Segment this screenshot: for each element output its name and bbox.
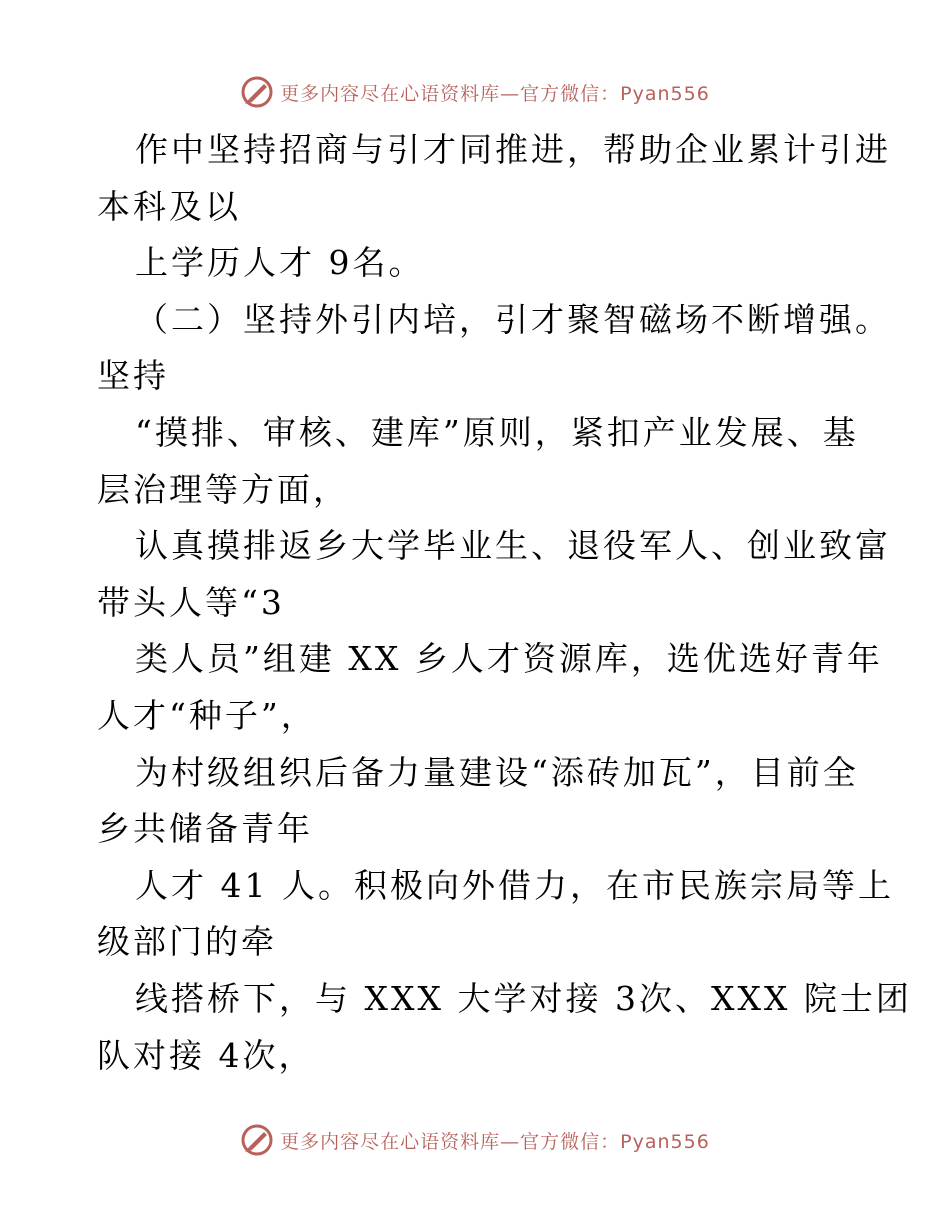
body-line: 队对接 4次， bbox=[97, 1035, 315, 1075]
body-line: 乡共储备青年 bbox=[97, 809, 313, 849]
body-line: 人才 41 人。积极向外借力，在市民族宗局等上 bbox=[135, 865, 894, 905]
body-line: 层治理等方面， bbox=[97, 469, 349, 509]
document-body bbox=[97, 122, 912, 1084]
pen-in-circle-logo-icon bbox=[240, 1123, 274, 1157]
body-line: 本科及以 bbox=[97, 186, 241, 226]
header-watermark-id: Pyan556 bbox=[620, 82, 710, 105]
body-line: 线搭桥下，与 XXX 大学对接 3次、XXX 院士团 bbox=[135, 978, 912, 1018]
footer-watermark-text: 更多内容尽在心语资料库—官方微信： bbox=[280, 1130, 621, 1153]
body-line: 为村级组织后备力量建设“添砖加瓦”，目前全 bbox=[135, 752, 859, 792]
header-watermark-text: 更多内容尽在心语资料库—官方微信： bbox=[280, 82, 621, 105]
body-line: 类人员”组建 XX 乡人才资源库，选优选好青年 bbox=[135, 639, 883, 679]
footer-watermark bbox=[0, 1120, 950, 1160]
pen-in-circle-logo-icon bbox=[240, 75, 274, 109]
body-line: 人才“种子”， bbox=[97, 695, 317, 735]
body-line: “摸排、审核、建库”原则，紧扣产业发展、基 bbox=[135, 412, 859, 452]
footer-watermark-id: Pyan556 bbox=[620, 1130, 710, 1153]
header-watermark bbox=[0, 72, 950, 112]
body-line: 级部门的牵 bbox=[97, 922, 277, 962]
body-line: 认真摸排返乡大学毕业生、退役军人、创业致富 bbox=[135, 526, 891, 566]
body-line: 作中坚持招商与引才同推进，帮助企业累计引进 bbox=[135, 130, 891, 169]
body-line: 上学历人才 9名。 bbox=[135, 243, 425, 283]
body-line: 坚持 bbox=[97, 356, 169, 396]
body-line: 带头人等“3 bbox=[97, 582, 285, 622]
section-heading-line: （二）坚持外引内培，引才聚智磁场不断增强。 bbox=[135, 299, 891, 339]
